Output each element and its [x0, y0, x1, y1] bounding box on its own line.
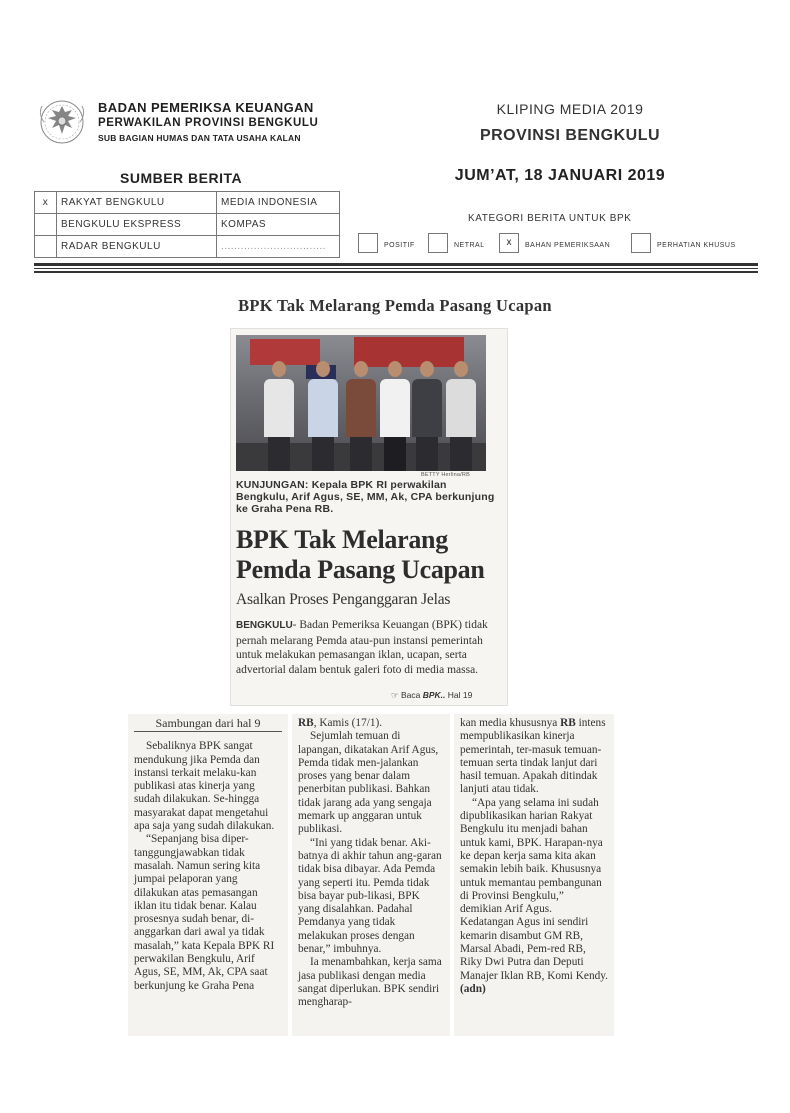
photo-person [380, 361, 410, 471]
photo-person [308, 361, 338, 471]
paragraph [298, 717, 444, 730]
photo-person [446, 361, 476, 471]
source-name: RAKYAT BENGKULU [57, 192, 217, 214]
org-branch: PERWAKILAN PROVINSI BENGKULU [98, 117, 319, 129]
org-name: BADAN PEMERIKSA KEUANGAN [98, 100, 314, 115]
photo-person [264, 361, 294, 471]
article-photo [236, 335, 486, 471]
paragraph: Sebaliknya BPK sangat mendukung jika Pemda dan instansi terkait melaku-kan publikasi atas kinerja yang sudah dilakukan. Se-hingga masyarakat dapat mengetahui apa saja yang sudah dilakukan. [134, 740, 275, 833]
paragraph [460, 717, 608, 797]
kategori-label-perhatian-khusus: PERHATIAN KHUSUS [657, 242, 736, 249]
paragraph: Ia menambahkan, kerja sama jasa publikasi dengan media sangat diperlukan. BPK sendiri mengharap- [298, 956, 442, 1009]
article-subtitle: Asalkan Proses Penganggaran Jelas [236, 591, 451, 608]
source-checkbox [35, 214, 57, 236]
inline-bold: RB [560, 717, 576, 729]
kategori-label-netral: NETRAL [454, 242, 485, 249]
sumber-berita-title: SUMBER BERITA [120, 170, 243, 186]
source-name: RADAR BENGKULU [57, 236, 217, 258]
continuation-heading: Sambungan dari hal 9 [134, 717, 282, 732]
kategori-checkbox-bahan-pemeriksaan: x [499, 233, 519, 253]
divider [34, 268, 758, 269]
source-checkbox: x [35, 192, 57, 214]
kategori-checkbox-positif [358, 233, 378, 253]
source-name-blank: ................................ [217, 236, 340, 258]
lead-text: - Badan Pemeriksa Keuangan (BPK) tidak pernah melarang Pemda atau-pun instansi pemerintah untuk melakukan pemasangan iklan, ucapan, serta advertorial dalam bentuk galeri foto di media massa. [236, 619, 488, 676]
continuation-column-2 [292, 714, 450, 1036]
article-title [236, 525, 504, 585]
source-name: BENGKULU EKSPRESS [57, 214, 217, 236]
photo-person [412, 361, 442, 471]
source-name: KOMPAS [217, 214, 340, 236]
inline-text: intens mempublikasikan kinerja pemerintah, ter-masuk temuan-temuan serta tindak lanjut dari hasil temuan. Apakah ditindak lanjuti atau tidak. [460, 717, 606, 796]
paragraph [460, 797, 608, 996]
kategori-label-bahan-pemeriksaan: BAHAN PEMERIKSAAN [525, 242, 611, 249]
table-row [35, 214, 340, 236]
paragraph: Sejumlah temuan di lapangan, dikatakan Arif Agus, Pemda tidak men-jalankan proses yang benar dalam penerbitan publikasi. Bahkan tidak jarang ada yang sengaja memark up anggaran untuk publikasi. [298, 730, 439, 836]
newspaper-clipping [230, 328, 508, 706]
inline-text: kan media khususnya [460, 717, 561, 729]
inline-text: “Apa yang selama ini sudah dipublikasikan harian Rakyat Bengkulu itu menjadi bahan untuk kami, BPK. Harapan-nya ke depan kerja sama kita akan semakin lebih baik. Khususnya untuk memantau pembangunan di Provinsi Bengkulu,” demikian Arif Agus. Kedatangan Agus ini sendiri kemarin disambut GM RB, Marsal Abadi, Pem-red RB, Riky Dwi Putra dan Deputi Manajer Iklan RB, Komi Kendy. [460, 796, 608, 982]
continuation-column-3 [454, 714, 614, 1036]
photo-credit: BETTY Herlina/RB [421, 472, 470, 478]
date-title: JUM’AT, 18 JANUARI 2019 [454, 167, 666, 184]
divider [34, 263, 758, 266]
article-title-line: BPK Tak Melarang [236, 525, 448, 554]
article-title-line: Pemda Pasang Ucapan [236, 555, 485, 584]
baca-ref: BPK.. [422, 690, 446, 700]
paragraph: “Ini yang tidak benar. Aki-batnya di akhir tahun ang-garan tidak bisa dibayar. Ada Pemda yang seperti itu. Pemda tidak bisa bayar pub-likasi, BPK yang disalahkan. Padahal Pemdanya yang tidak melakukan proses dengan benar,” imbuhnya. [298, 836, 442, 956]
org-unit: SUB BAGIAN HUMAS DAN TATA USAHA KALAN [98, 133, 301, 143]
photo-person [346, 361, 376, 471]
inline-text: , Kamis (17/1). [313, 717, 383, 729]
dateline: BENGKULU [236, 620, 293, 631]
kategori-title: KATEGORI BERITA UNTUK BPK [468, 213, 632, 224]
baca-page: Hal 19 [447, 690, 473, 700]
article-headline: BPK Tak Melarang Pemda Pasang Ucapan [238, 296, 552, 315]
table-row [35, 236, 340, 258]
province-title: PROVINSI BENGKULU [479, 127, 661, 144]
continuation-column-1 [128, 714, 288, 1036]
source-name: MEDIA INDONESIA [217, 192, 340, 214]
garuda-emblem-icon [34, 96, 90, 148]
table-row [35, 192, 340, 214]
kategori-checkbox-perhatian-khusus [631, 233, 651, 253]
source-checkbox [35, 236, 57, 258]
sumber-berita-table [34, 191, 340, 258]
inline-bold: RB [298, 717, 314, 729]
continued-reference [391, 690, 472, 701]
kategori-label-positif: POSITIF [384, 242, 415, 249]
author-sign: (adn) [460, 982, 486, 995]
kliping-title: KLIPING MEDIA 2019 [496, 101, 644, 117]
kategori-checkbox-netral [428, 233, 448, 253]
baca-prefix: ☞ Baca [391, 690, 421, 700]
organization-block [98, 100, 318, 145]
paragraph: “Sepanjang bisa diper-tanggungjawabkan tidak masalah. Namun sering kita jumpai pelaporan yang dilakukan atas pemasangan iklan itu tidak benar. Kalau prosesnya sudah benar, di-anggarkan dari awal ya tidak masalah,” kata Kepala BPK RI perwakilan Bengkulu, Arif Agus, SE, MM, Ak, CPA saat berkunjung ke Graha Pena [134, 833, 275, 992]
divider [34, 271, 758, 273]
article-lead [236, 618, 498, 677]
photo-caption: KUNJUNGAN: Kepala BPK RI perwakilan Bengkulu, Arif Agus, SE, MM, Ak, CPA berkunjung ke Graha Pena RB. [236, 479, 495, 515]
